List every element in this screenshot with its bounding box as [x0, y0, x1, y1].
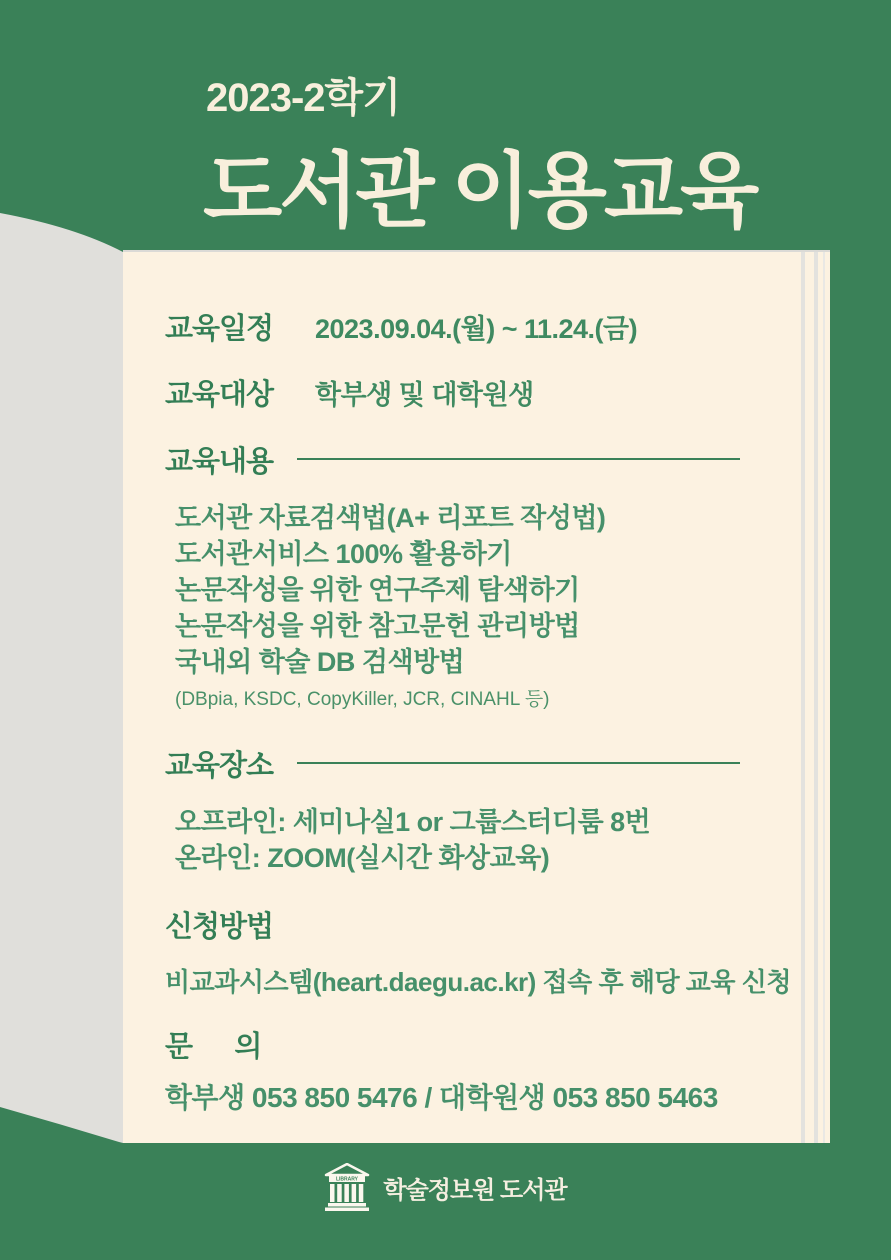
content-item: 국내외 학술 DB 검색방법 — [175, 647, 465, 677]
section-divider-line — [297, 762, 740, 764]
content-section-head — [165, 442, 780, 476]
library-icon-text: LIBRARY — [336, 1176, 359, 1183]
place-item: 오프라인: 세미나실1 or 그룹스터디룸 8번 — [175, 807, 651, 837]
apply-label: 신청방법 — [165, 911, 274, 943]
place-item: 온라인: ZOOM(실시간 화상교육) — [175, 843, 550, 873]
apply-value: 비교과시스템(heart.daegu.ac.kr) 접속 후 해당 교육 신청 — [165, 967, 791, 997]
content-item: 논문작성을 위한 연구주제 탐색하기 — [175, 575, 580, 605]
schedule-value: 2023.09.04.(월) ~ 11.24.(금) — [315, 314, 638, 344]
schedule-label: 교육일정 — [165, 313, 274, 345]
content-item: 논문작성을 위한 참고문헌 관리방법 — [175, 611, 580, 641]
section-divider-line — [297, 458, 740, 460]
content-item: 도서관 자료검색법(A+ 리포트 작성법) — [175, 503, 606, 533]
poster-title: 도서관 이용교육 — [203, 146, 757, 237]
schedule-row — [165, 306, 780, 345]
target-row — [165, 372, 780, 411]
contact-label: 문 의 — [165, 1031, 262, 1063]
place-list — [165, 804, 780, 876]
content-item: 도서관서비스 100% 활용하기 — [175, 539, 512, 569]
footer — [0, 1163, 891, 1211]
book-left-page — [0, 213, 123, 1143]
contact-value: 학부생 053 850 5476 / 대학원생 053 850 5463 — [165, 1082, 718, 1113]
semester-label: 2023-2학기 — [206, 76, 400, 120]
content-note: (DBpia, KSDC, CopyKiller, JCR, CINAHL 등) — [175, 689, 550, 710]
footer-org-name: 학술정보원 도서관 — [383, 1176, 567, 1204]
content-list — [165, 500, 780, 680]
page-content — [123, 250, 830, 1143]
target-value: 학부생 및 대학원생 — [315, 380, 534, 410]
place-section-head — [165, 746, 780, 780]
library-building-icon — [324, 1163, 370, 1211]
place-label: 교육장소 — [165, 749, 274, 782]
content-label: 교육내용 — [165, 445, 274, 478]
target-label: 교육대상 — [165, 379, 274, 411]
